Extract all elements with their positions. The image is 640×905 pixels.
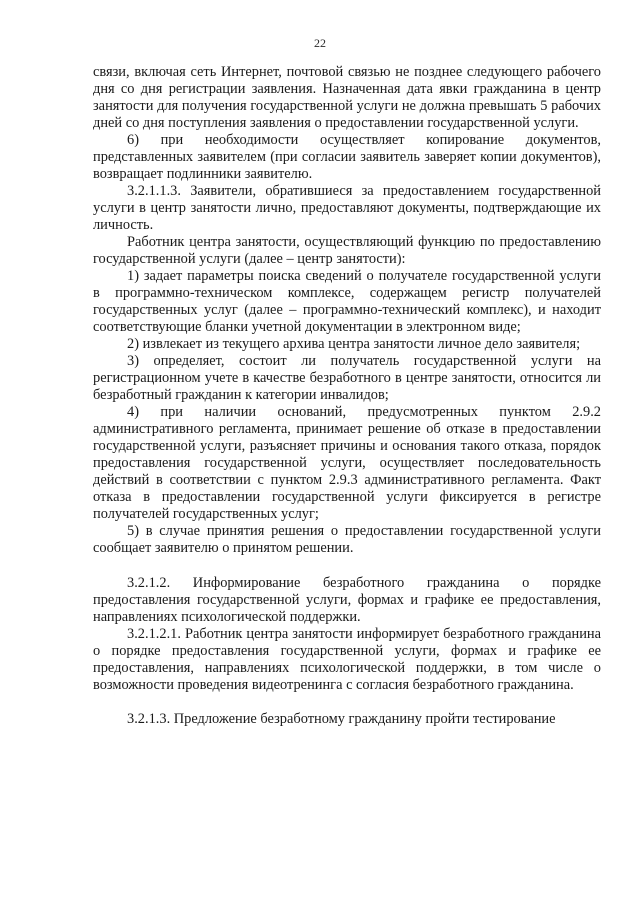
paragraph-item-4: 4) при наличии оснований, предусмотренных пунктом 2.9.2 административного регламента, принимает решение об отказе в предоставлении государственной услуги, разъясняет причины и основания такого отказа, порядок предоставления государственной услуги, осуществляет последовательность действий в соответствии с пунктом 2.9.3 административного регламента. Факт отказа в предоставлении государственной услуги фиксируется в регистре получателей государственных услуг; — [93, 404, 601, 522]
paragraph-worker-function: Работник центра занятости, осуществляющий функцию по предоставлению государственной услуги (далее – центр занятости): — [93, 234, 601, 267]
paragraph-3-2-1-1-3: 3.2.1.1.3. Заявители, обратившиеся за предоставлением государственной услуги в центр занятости лично, предоставляют документы, подтверждающие их личность. — [93, 183, 601, 233]
paragraph-item-2: 2) извлекает из текущего архива центра занятости личное дело заявителя; — [127, 336, 581, 352]
paragraph-item-3: 3) определяет, состоит ли получатель государственной услуги на регистрационном учете в качестве безработного в центре занятости, относится ли безработный гражданин к категории инвалидов; — [93, 353, 601, 403]
paragraph-item-1: 1) задает параметры поиска сведений о получателе государственной услуги в программно-техническом комплексе, содержащем регистр получателей государственных услуг (далее – программно-технический комплекс), и находит соответствующие бланки учетной документации в электронном виде; — [93, 268, 601, 335]
page-number: 22 — [314, 36, 326, 50]
section-spacer — [93, 694, 601, 711]
paragraph-3-2-1-2: 3.2.1.2. Информирование безработного гражданина о порядке предоставления государственной услуги, формах и графике ее предоставления, направлениях психологической поддержки. — [93, 575, 601, 625]
document-body — [93, 64, 601, 728]
paragraph-item-5: 5) в случае принятия решения о предоставлении государственной услуги сообщает заявителю о принятом решении. — [93, 523, 601, 556]
section-spacer — [93, 557, 601, 575]
paragraph-continuation: связи, включая сеть Интернет, почтовой связью не позднее следующего рабочего дня со дня регистрации заявления. Назначенная дата явки гражданина в центр занятости для получения государственной услуги не должна превышать 5 рабочих дней со дня поступления заявления о предоставлении государственной услуги. — [93, 64, 601, 131]
paragraph-item-6: 6) при необходимости осуществляет копирование документов, представленных заявителем (при согласии заявитель заверяет копии документов), возвращает подлинники заявителю. — [93, 132, 601, 182]
paragraph-3-2-1-3: 3.2.1.3. Предложение безработному гражданину пройти тестирование — [127, 711, 556, 727]
paragraph-3-2-1-2-1: 3.2.1.2.1. Работник центра занятости информирует безработного гражданина о порядке предоставления государственной услуги, формах и графике ее предоставления, направлениях психологической поддержки, в том числе о возможности проведения видеотренинга с согласия безработного гражданина. — [93, 626, 601, 693]
